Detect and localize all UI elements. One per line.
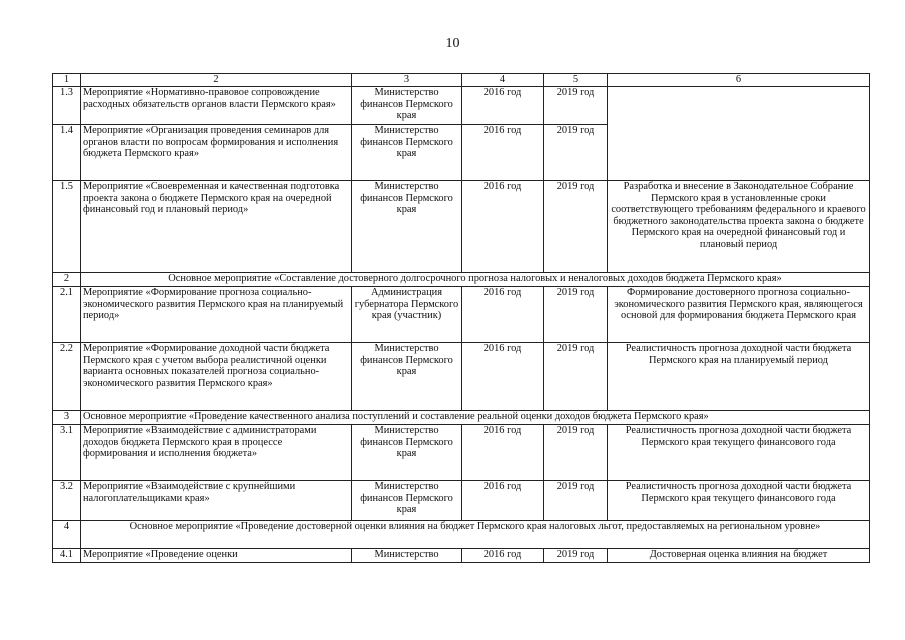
section-number: 4: [53, 521, 81, 549]
event-name: Мероприятие «Организация проведения семинаров для органов власти по вопросам формирования и исполнения бюджета Пермского края»: [81, 125, 352, 181]
start-year: 2016 год: [462, 425, 544, 481]
expected-result: Достоверная оценка влияния на бюджет: [608, 549, 870, 563]
row-number: 2.1: [53, 287, 81, 343]
executor: Министерство финансов Пермского края: [352, 481, 462, 521]
expected-result: Реалистичность прогноза доходной части бюджета Пермского края текущего финансового года: [608, 481, 870, 521]
expected-result: Реалистичность прогноза доходной части бюджета Пермского края на планируемый период: [608, 343, 870, 411]
start-year: 2016 год: [462, 87, 544, 125]
section-row: [53, 521, 870, 549]
event-name: Мероприятие «Формирование доходной части бюджета Пермского края с учетом выбора реалистичной оценки варианта основных показателей прогноза социально-экономического развития Пермского края»: [81, 343, 352, 411]
section-title: Основное мероприятие «Составление достоверного долгосрочного прогноза налоговых и неналоговых доходов бюджета Пермского края»: [81, 273, 870, 287]
start-year: 2016 год: [462, 125, 544, 181]
event-name: Мероприятие «Формирование прогноза социально-экономического развития Пермского края на планируемый период»: [81, 287, 352, 343]
header-col-2: 2: [81, 74, 352, 87]
section-number: 3: [53, 411, 81, 425]
table-row: [53, 181, 870, 273]
expected-result: Реалистичность прогноза доходной части бюджета Пермского края текущего финансового года: [608, 425, 870, 481]
executor: Министерство финансов Пермского края: [352, 425, 462, 481]
executor: Министерство финансов Пермского края: [352, 181, 462, 273]
event-name: Мероприятие «Проведение оценки: [81, 549, 352, 563]
table-row: [53, 549, 870, 563]
row-number: 4.1: [53, 549, 81, 563]
end-year: 2019 год: [544, 549, 608, 563]
result-empty: [608, 87, 870, 181]
start-year: 2016 год: [462, 181, 544, 273]
expected-result: Формирование достоверного прогноза социально-экономического развития Пермского края, являющегося основой для формирования бюджета Пермского края: [608, 287, 870, 343]
event-name: Мероприятие «Нормативно-правовое сопровождение расходных обязательств органов власти Пермского края»: [81, 87, 352, 125]
section-title: Основное мероприятие «Проведение достоверной оценки влияния на бюджет Пермского края налоговых льгот, предоставляемых на региональном уровне»: [81, 521, 870, 549]
row-number: 1.4: [53, 125, 81, 181]
header-col-1: 1: [53, 74, 81, 87]
header-col-4: 4: [462, 74, 544, 87]
event-name: Мероприятие «Взаимодействие с администраторами доходов бюджета Пермского края в процессе формирования и исполнения бюджета»: [81, 425, 352, 481]
end-year: 2019 год: [544, 181, 608, 273]
end-year: 2019 год: [544, 425, 608, 481]
end-year: 2019 год: [544, 87, 608, 125]
end-year: 2019 год: [544, 125, 608, 181]
row-number: 1.5: [53, 181, 81, 273]
table-row: [53, 481, 870, 521]
row-number: 3.1: [53, 425, 81, 481]
start-year: 2016 год: [462, 481, 544, 521]
executor: Министерство финансов Пермского края: [352, 125, 462, 181]
row-number: 1.3: [53, 87, 81, 125]
executor: Министерство финансов Пермского края: [352, 87, 462, 125]
header-col-3: 3: [352, 74, 462, 87]
table-header-row: [53, 74, 870, 87]
event-name: Мероприятие «Взаимодействие с крупнейшими налогоплательщиками края»: [81, 481, 352, 521]
expected-result: Разработка и внесение в Законодательное Собрание Пермского края в установленные сроки соответствующего требованиям федерального и краевого бюджетного законодательства проекта закона о бюджете Пермского края на очередной финансовый год и плановый период: [608, 181, 870, 273]
start-year: 2016 год: [462, 549, 544, 563]
table-row: [53, 287, 870, 343]
end-year: 2019 год: [544, 287, 608, 343]
section-row: [53, 411, 870, 425]
header-col-5: 5: [544, 74, 608, 87]
executor: Министерство финансов Пермского края: [352, 343, 462, 411]
end-year: 2019 год: [544, 481, 608, 521]
section-number: 2: [53, 273, 81, 287]
header-col-6: 6: [608, 74, 870, 87]
event-name: Мероприятие «Своевременная и качественная подготовка проекта закона о бюджете Пермского края на очередной финансовый год и плановый период»: [81, 181, 352, 273]
start-year: 2016 год: [462, 287, 544, 343]
section-title: Основное мероприятие «Проведение качественного анализа поступлений и составление реальной оценки доходов бюджета Пермского края»: [81, 411, 870, 425]
table-row: [53, 87, 870, 125]
section-row: [53, 273, 870, 287]
table-row: [53, 343, 870, 411]
table-row: [53, 425, 870, 481]
row-number: 2.2: [53, 343, 81, 411]
executor: Администрация губернатора Пермского края (участник): [352, 287, 462, 343]
end-year: 2019 год: [544, 343, 608, 411]
start-year: 2016 год: [462, 343, 544, 411]
executor: Министерство: [352, 549, 462, 563]
row-number: 3.2: [53, 481, 81, 521]
page-number: 10: [445, 36, 460, 51]
program-table: [52, 73, 870, 563]
